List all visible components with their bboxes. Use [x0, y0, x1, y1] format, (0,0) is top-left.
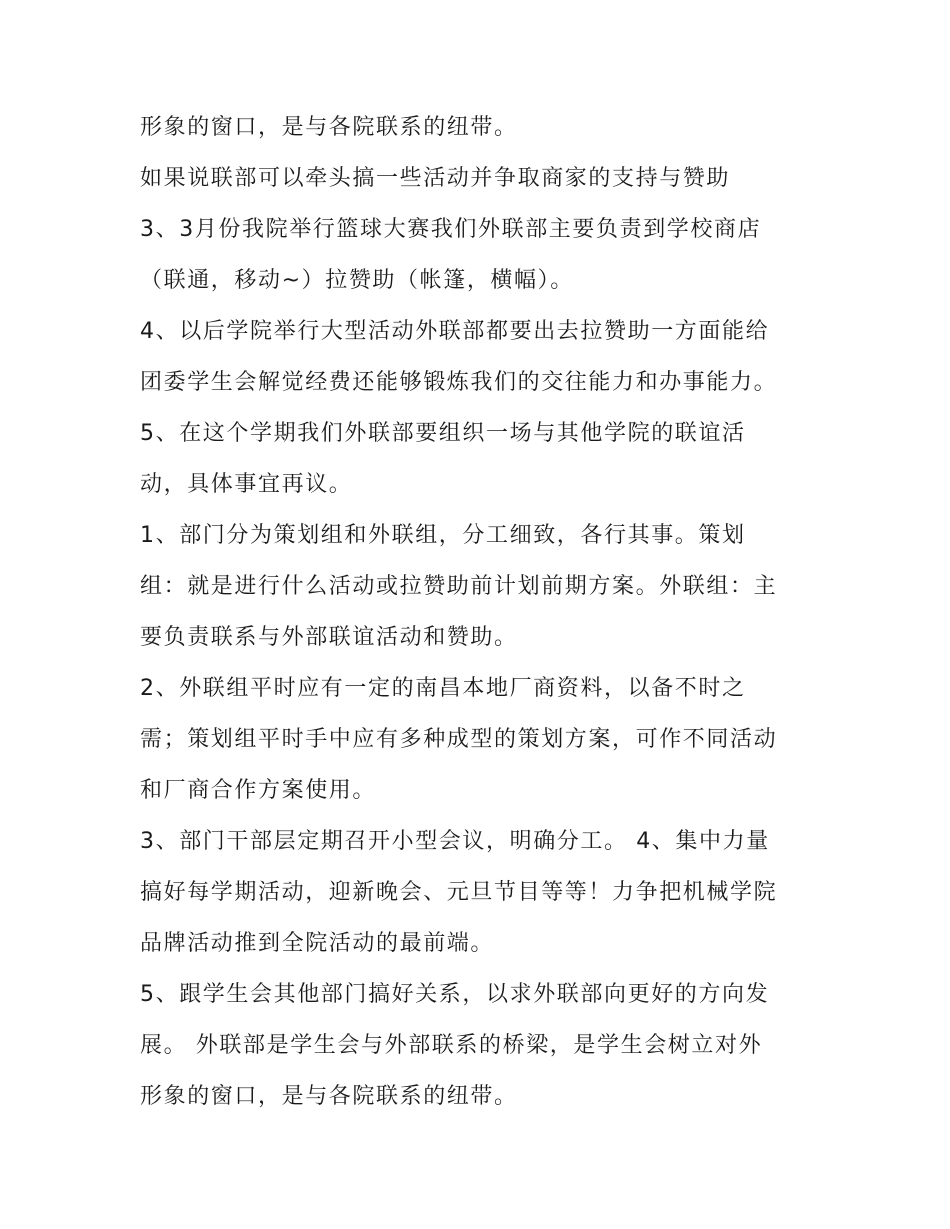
- text-line: 团委学生会解觉经费还能够锻炼我们的交往能力和办事能力。: [140, 370, 778, 395]
- text-line: 形象的窗口，是与各院联系的纽带。: [140, 115, 518, 140]
- text-line: 需；策划组平时手中应有多种成型的策划方案，可作不同活动: [140, 727, 778, 752]
- text-line: 3、部门干部层定期召开小型会议，明确分工。 4、集中力量: [140, 829, 770, 854]
- text-line: 1、部门分为策划组和外联组，分工细致，各行其事。策划: [140, 523, 746, 548]
- text-line: （联通，移动~）拉赞助（帐篷，横幅）。: [140, 268, 574, 293]
- text-line: 动，具体事宜再议。: [140, 472, 353, 497]
- text-line: 品牌活动推到全院活动的最前端。: [140, 931, 495, 956]
- text-line: 2、外联组平时应有一定的南昌本地厂商资料，以备不时之: [140, 676, 746, 701]
- text-line: 4、以后学院举行大型活动外联部都要出去拉赞助一方面能给: [140, 319, 770, 344]
- text-line: 5、在这个学期我们外联部要组织一场与其他学院的联谊活: [140, 421, 746, 446]
- text-line: 搞好每学期活动，迎新晚会、元旦节目等等！力争把机械学院: [140, 880, 778, 905]
- text-line: 要负责联系与外部联谊活动和赞助。: [140, 625, 518, 650]
- text-line: 和厂商合作方案使用。: [140, 778, 377, 803]
- text-line: 3、3月份我院举行篮球大赛我们外联部主要负责到学校商店: [140, 217, 762, 242]
- text-line: 如果说联部可以牵头搞一些活动并争取商家的支持与赞助: [140, 166, 731, 191]
- text-line: 5、跟学生会其他部门搞好关系，以求外联部向更好的方向发: [140, 982, 770, 1007]
- text-line: 展。 外联部是学生会与外部联系的桥梁，是学生会树立对外: [140, 1033, 763, 1058]
- text-line: 组：就是进行什么活动或拉赞助前计划前期方案。外联组：主: [140, 574, 778, 599]
- text-line: 形象的窗口，是与各院联系的纽带。: [140, 1084, 518, 1109]
